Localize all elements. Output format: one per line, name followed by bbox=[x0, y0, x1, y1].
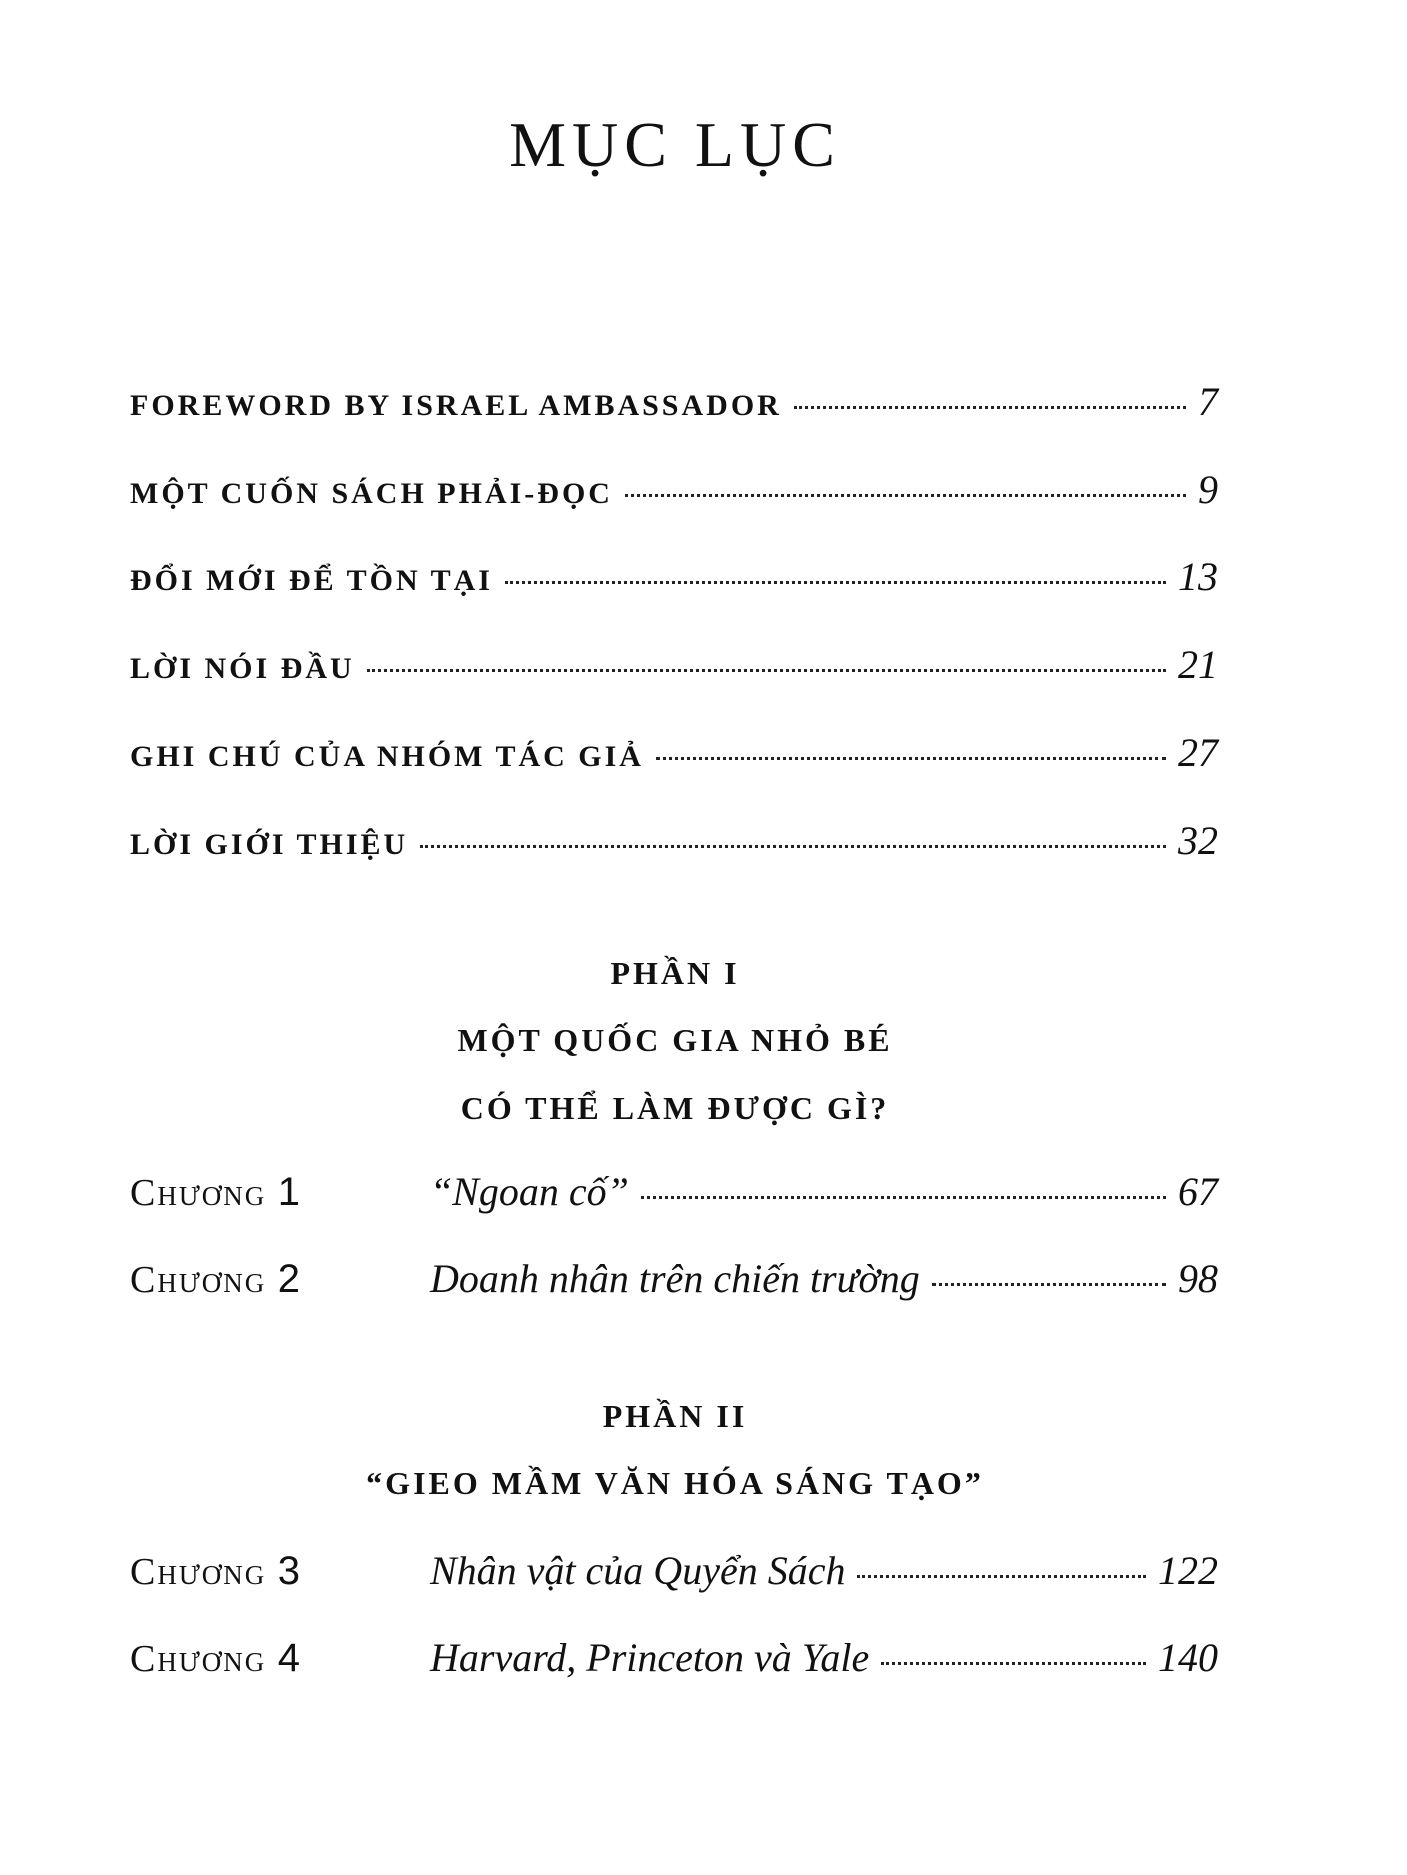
toc-page-number: 32 bbox=[1178, 818, 1218, 863]
chapter-label: Chương 2 bbox=[130, 1257, 303, 1301]
toc-entry-must-read[interactable] bbox=[130, 466, 1218, 513]
chapter-title: Doanh nhân trên chiến trường bbox=[430, 1256, 920, 1301]
toc-entry-title: LỜI GIỚI THIỆU bbox=[130, 828, 409, 861]
toc-page-number: 98 bbox=[1178, 1256, 1218, 1301]
toc-entry-title: LỜI NÓI ĐẦU bbox=[130, 652, 355, 685]
toc-entry-foreword[interactable] bbox=[130, 378, 1218, 425]
dot-leader bbox=[641, 1196, 1166, 1199]
dot-leader bbox=[656, 757, 1166, 760]
part1-title-line2: CÓ THỂ LÀM ĐƯỢC GÌ? bbox=[460, 1090, 890, 1126]
chapter-row-2[interactable] bbox=[130, 1255, 1218, 1302]
dot-leader bbox=[420, 845, 1166, 848]
chapter-label: Chương 4 bbox=[130, 1636, 303, 1680]
dot-leader bbox=[857, 1575, 1146, 1578]
dot-leader bbox=[505, 581, 1166, 584]
dot-leader bbox=[794, 406, 1186, 409]
toc-entry-preface[interactable] bbox=[130, 641, 1218, 688]
toc-entry-title: FOREWORD BY ISRAEL AMBASSADOR bbox=[130, 389, 782, 422]
toc-entry-title: MỘT CUỐN SÁCH PHẢI-ĐỌC bbox=[130, 477, 613, 510]
chapter-title: “Ngoan cố” bbox=[430, 1169, 629, 1214]
toc-entry-authors-note[interactable] bbox=[130, 729, 1218, 776]
dot-leader bbox=[625, 494, 1186, 497]
dot-leader bbox=[881, 1662, 1146, 1665]
chapter-row-3[interactable] bbox=[130, 1547, 1218, 1594]
chapter-title: Harvard, Princeton và Yale bbox=[430, 1635, 870, 1680]
chapter-row-1[interactable] bbox=[130, 1168, 1218, 1215]
toc-page-number: 7 bbox=[1198, 379, 1218, 424]
part2-label: PHẦN II bbox=[602, 1398, 748, 1434]
part1-title-line1: MỘT QUỐC GIA NHỎ BÉ bbox=[457, 1022, 893, 1058]
toc-page-number: 21 bbox=[1178, 642, 1218, 687]
toc-page-number: 9 bbox=[1198, 467, 1218, 512]
toc-page-number: 13 bbox=[1178, 554, 1218, 599]
toc-entry-innovate-to-survive[interactable] bbox=[130, 553, 1218, 600]
chapter-title: Nhân vật của Quyển Sách bbox=[430, 1548, 846, 1593]
part1-label: PHẦN I bbox=[610, 955, 740, 991]
toc-entry-title: GHI CHÚ CỦA NHÓM TÁC GIẢ bbox=[130, 740, 644, 773]
toc-page-number: 67 bbox=[1178, 1169, 1218, 1214]
dot-leader bbox=[367, 669, 1166, 672]
toc-page-number: 27 bbox=[1178, 730, 1218, 775]
page-title: MỤC LỤC bbox=[509, 109, 841, 180]
chapter-row-4[interactable] bbox=[130, 1634, 1218, 1681]
toc-page-number: 122 bbox=[1158, 1548, 1218, 1593]
toc-entry-title: ĐỔI MỚI ĐỂ TỒN TẠI bbox=[130, 564, 493, 597]
chapter-label: Chương 3 bbox=[130, 1549, 303, 1593]
toc-page-number: 140 bbox=[1158, 1635, 1218, 1680]
toc-entry-introduction[interactable] bbox=[130, 817, 1218, 864]
chapter-label: Chương 1 bbox=[130, 1170, 303, 1214]
dot-leader bbox=[932, 1283, 1166, 1286]
part2-title-line1: “GIEO MẦM VĂN HÓA SÁNG TẠO” bbox=[366, 1465, 984, 1501]
